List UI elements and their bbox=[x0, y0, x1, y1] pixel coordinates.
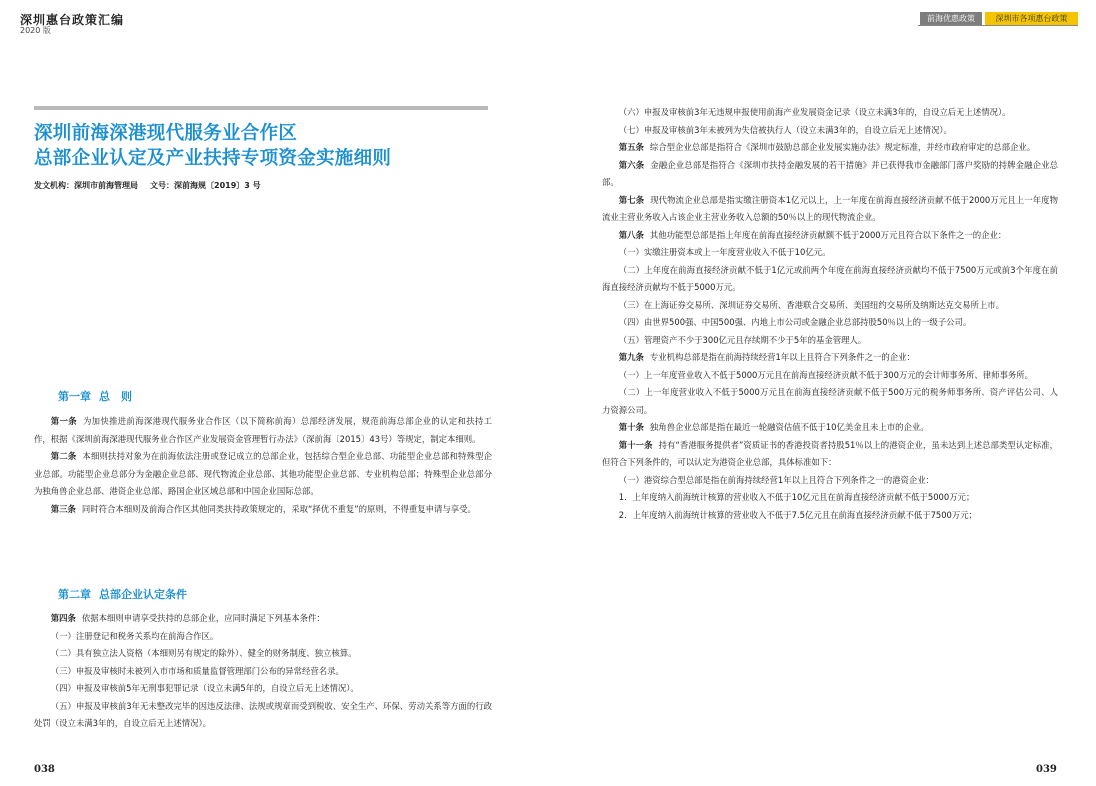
paragraph bbox=[34, 645, 492, 663]
article-label: 第五条 bbox=[618, 142, 644, 152]
article-label: 第一条 bbox=[50, 416, 77, 426]
paragraph-text: （三）申报及审核时未被列入市市场和质量监督管理部门公布的异常经营名录。 bbox=[50, 665, 344, 676]
doc-number: 文号：深前海规〔2019〕3 号 bbox=[150, 181, 261, 190]
paragraph bbox=[602, 104, 1058, 122]
article-label: 第七条 bbox=[618, 194, 645, 205]
paragraph bbox=[602, 367, 1058, 385]
paragraph-text: （一）港资综合型总部是指在前海持续经营1年以上且符合下列条件之一的港资企业： bbox=[618, 474, 934, 485]
paragraph-text: （一）实缴注册资本或上一年度营业收入不低于10亿元。 bbox=[618, 247, 831, 257]
paragraph-text: （七）申报及审核前3年未被列为失信被执行人（设立未满3年的，自设立后无上述情况）。 bbox=[618, 124, 952, 135]
paragraph bbox=[602, 332, 1058, 350]
paragraph-text: 为加快推进前海深港现代服务业合作区（以下简称前海）总部经济发展，规范前海总部企业的认定和扶持工作，根据《深圳前海深港现代服务业合作区产业发展资金管理暂行办法》（深前海〔2015〕43号）等规定，制定本细则。 bbox=[34, 416, 493, 444]
issuer: 发文机构：深圳市前海管理局 bbox=[34, 181, 138, 190]
article-label: 第八条 bbox=[618, 229, 644, 240]
paragraph bbox=[602, 384, 1058, 419]
paragraph-text: 2．上年度纳入前海统计核算的营业收入不低于7.5亿元且在前海直接经济贡献不低于7500万元； bbox=[618, 509, 978, 520]
paragraph-text: （四）由世界500强、中国500强、内地上市公司或金融企业总部持股50％以上的一级子公司。 bbox=[618, 317, 972, 327]
right-column bbox=[602, 104, 1058, 524]
document-title-line1: 深圳前海深港现代服务业合作区 bbox=[34, 123, 298, 144]
paragraph bbox=[602, 349, 1058, 367]
paragraph bbox=[602, 192, 1058, 227]
header-rule bbox=[918, 25, 1078, 26]
paragraph-text: 同时符合本细则及前海合作区其他同类扶持政策规定的，采取“择优不重复”的原则，不得重复申请与享受。 bbox=[81, 503, 476, 514]
article-label: 第十条 bbox=[618, 422, 644, 432]
paragraph bbox=[602, 437, 1058, 472]
paragraph-text: 1．上年度纳入前海统计核算的营业收入不低于10亿元且在前海直接经济贡献不低于5000万元； bbox=[618, 492, 975, 502]
book-edition: 2020 版 bbox=[20, 26, 51, 35]
paragraph-text: 专业机构总部是指在前海持续经营1年以上且符合下列条件之一的企业： bbox=[649, 352, 915, 362]
paragraph-text: （三）在上海证券交易所、深圳证券交易所、香港联合交易所、美国纽约交易所及纳斯达克交易所上市。 bbox=[618, 299, 1005, 310]
section-tab-shenzhen: 深圳市各项惠台政策 bbox=[985, 12, 1078, 25]
paragraph bbox=[602, 122, 1058, 140]
left-column-chapter1 bbox=[34, 413, 492, 518]
paragraph bbox=[602, 157, 1058, 192]
left-column-chapter2 bbox=[34, 610, 492, 733]
paragraph bbox=[602, 314, 1058, 332]
paragraph-text: 综合型企业总部是指符合《深圳市鼓励总部企业发展实施办法》规定标准，并经市政府审定的总部企业。 bbox=[649, 142, 1036, 152]
paragraph bbox=[34, 448, 492, 501]
paragraph-text: （四）申报及审核前5年无刑事犯罪记录（设立未满5年的，自设立后无上述情况）。 bbox=[50, 683, 359, 693]
document-title bbox=[34, 121, 391, 171]
paragraph bbox=[34, 628, 492, 646]
article-label: 第九条 bbox=[618, 352, 644, 362]
paragraph-text: 金融企业总部是指符合《深圳市扶持金融发展的若干措施》并已获得我市金融部门落户奖励的持牌金融企业总部。 bbox=[602, 159, 1059, 187]
paragraph-text: （五）申报及审核前3年无未整改完毕的因违反法律、法规或规章而受到税收、安全生产、环保、劳动关系等方面的行政处罚（设立未满3年的，自设立后无上述情况）。 bbox=[34, 700, 492, 728]
paragraph-text: （五）管理资产不少于300亿元且存续期不少于5年的基金管理人。 bbox=[618, 334, 867, 345]
paragraph-text: 其他功能型总部是指上年度在前海直接经济贡献额不低于2000万元且符合以下条件之一的企业： bbox=[649, 229, 1007, 240]
chapter-title: 总部企业认定条件 bbox=[99, 588, 187, 601]
paragraph-text: 独角兽企业总部是指在最近一轮融资估值不低于10亿美金且未上市的企业。 bbox=[649, 422, 929, 432]
paragraph bbox=[602, 472, 1058, 490]
page-number-left: 038 bbox=[34, 764, 55, 775]
chapter-number: 第二章 bbox=[58, 588, 91, 601]
paragraph-text: （二）上年度在前海直接经济贡献不低于1亿元或前两个年度在前海直接经济贡献均不低于7500万元或前3个年度在前海直接经济贡献均不低于5000万元。 bbox=[602, 264, 1058, 292]
paragraph bbox=[602, 139, 1058, 157]
article-label: 第十一条 bbox=[618, 439, 653, 450]
paragraph bbox=[602, 262, 1058, 297]
paragraph-text: （二）上一年度营业收入不低于5000万元且在前海直接经济贡献不低于500万元的税务师事务所、资产评估公司、人力资源公司。 bbox=[602, 387, 1058, 415]
article-label: 第六条 bbox=[618, 159, 645, 170]
paragraph bbox=[602, 244, 1058, 262]
chapter-number: 第一章 bbox=[58, 390, 91, 403]
paragraph bbox=[602, 507, 1058, 525]
paragraph bbox=[34, 413, 492, 448]
page-number-right: 039 bbox=[1036, 764, 1057, 775]
paragraph-text: 持有“香港服务提供者”资质证书的香港投资者持股51％以上的港资企业，虽未达到上述总部类型认定标准，但符合下列条件的，可以认定为港资企业总部，具体标准如下： bbox=[602, 439, 1058, 467]
paragraph bbox=[602, 419, 1058, 437]
paragraph bbox=[34, 610, 492, 628]
paragraph-text: 本细则扶持对象为在前海依法注册或登记成立的总部企业，包括综合型企业总部、功能型企业总部和特殊型企业总部。功能型企业总部分为金融企业总部、现代物流企业总部、其他功能型企业总部、专业机构总部；特殊型企业总部分为独角兽企业总部、港资企业总部、路国企业区域总部和中国企业国际总部。 bbox=[34, 451, 493, 496]
paragraph bbox=[34, 663, 492, 681]
paragraph bbox=[34, 680, 492, 698]
document-meta bbox=[34, 180, 273, 191]
paragraph-text: 依据本细则申请享受扶持的总部企业，应同时满足下列基本条件： bbox=[81, 613, 325, 623]
paragraph-text: （一）上一年度营业收入不低于5000万元且在前海直接经济贡献不低于300万元的会计师事务所、律师事务所。 bbox=[618, 369, 1033, 380]
chapter-title: 总 则 bbox=[99, 390, 132, 403]
article-label: 第四条 bbox=[50, 613, 76, 623]
title-divider bbox=[34, 106, 488, 110]
paragraph-text: （六）申报及审核前3年无违规申报使用前海产业发展资金记录（设立未满3年的，自设立后无上述情况）。 bbox=[618, 107, 1011, 117]
chapter-heading-2 bbox=[58, 586, 195, 602]
article-label: 第二条 bbox=[50, 451, 77, 461]
book-title: 深圳惠台政策汇编 bbox=[20, 13, 125, 27]
paragraph bbox=[602, 297, 1058, 315]
article-label: 第三条 bbox=[50, 503, 76, 514]
section-tab-qianhai: 前海优惠政策 bbox=[920, 12, 982, 25]
paragraph bbox=[602, 489, 1058, 507]
chapter-heading-1 bbox=[58, 388, 140, 404]
paragraph bbox=[34, 698, 492, 733]
paragraph-text: （二）具有独立法人资格（本细则另有规定的除外）、健全的财务制度、独立核算。 bbox=[50, 648, 357, 658]
paragraph-text: （一）注册登记和税务关系均在前海合作区。 bbox=[50, 630, 219, 641]
paragraph bbox=[34, 501, 492, 519]
paragraph bbox=[602, 227, 1058, 245]
document-title-line2: 总部企业认定及产业扶持专项资金实施细则 bbox=[34, 148, 392, 169]
paragraph-text: 现代物流企业总部是指实缴注册资本1亿元以上，上一年度在前海直接经济贡献不低于2000万元且上一年度物流业主营业务收入占该企业主营业务收入总额的50％以上的现代物流企业。 bbox=[602, 194, 1059, 222]
